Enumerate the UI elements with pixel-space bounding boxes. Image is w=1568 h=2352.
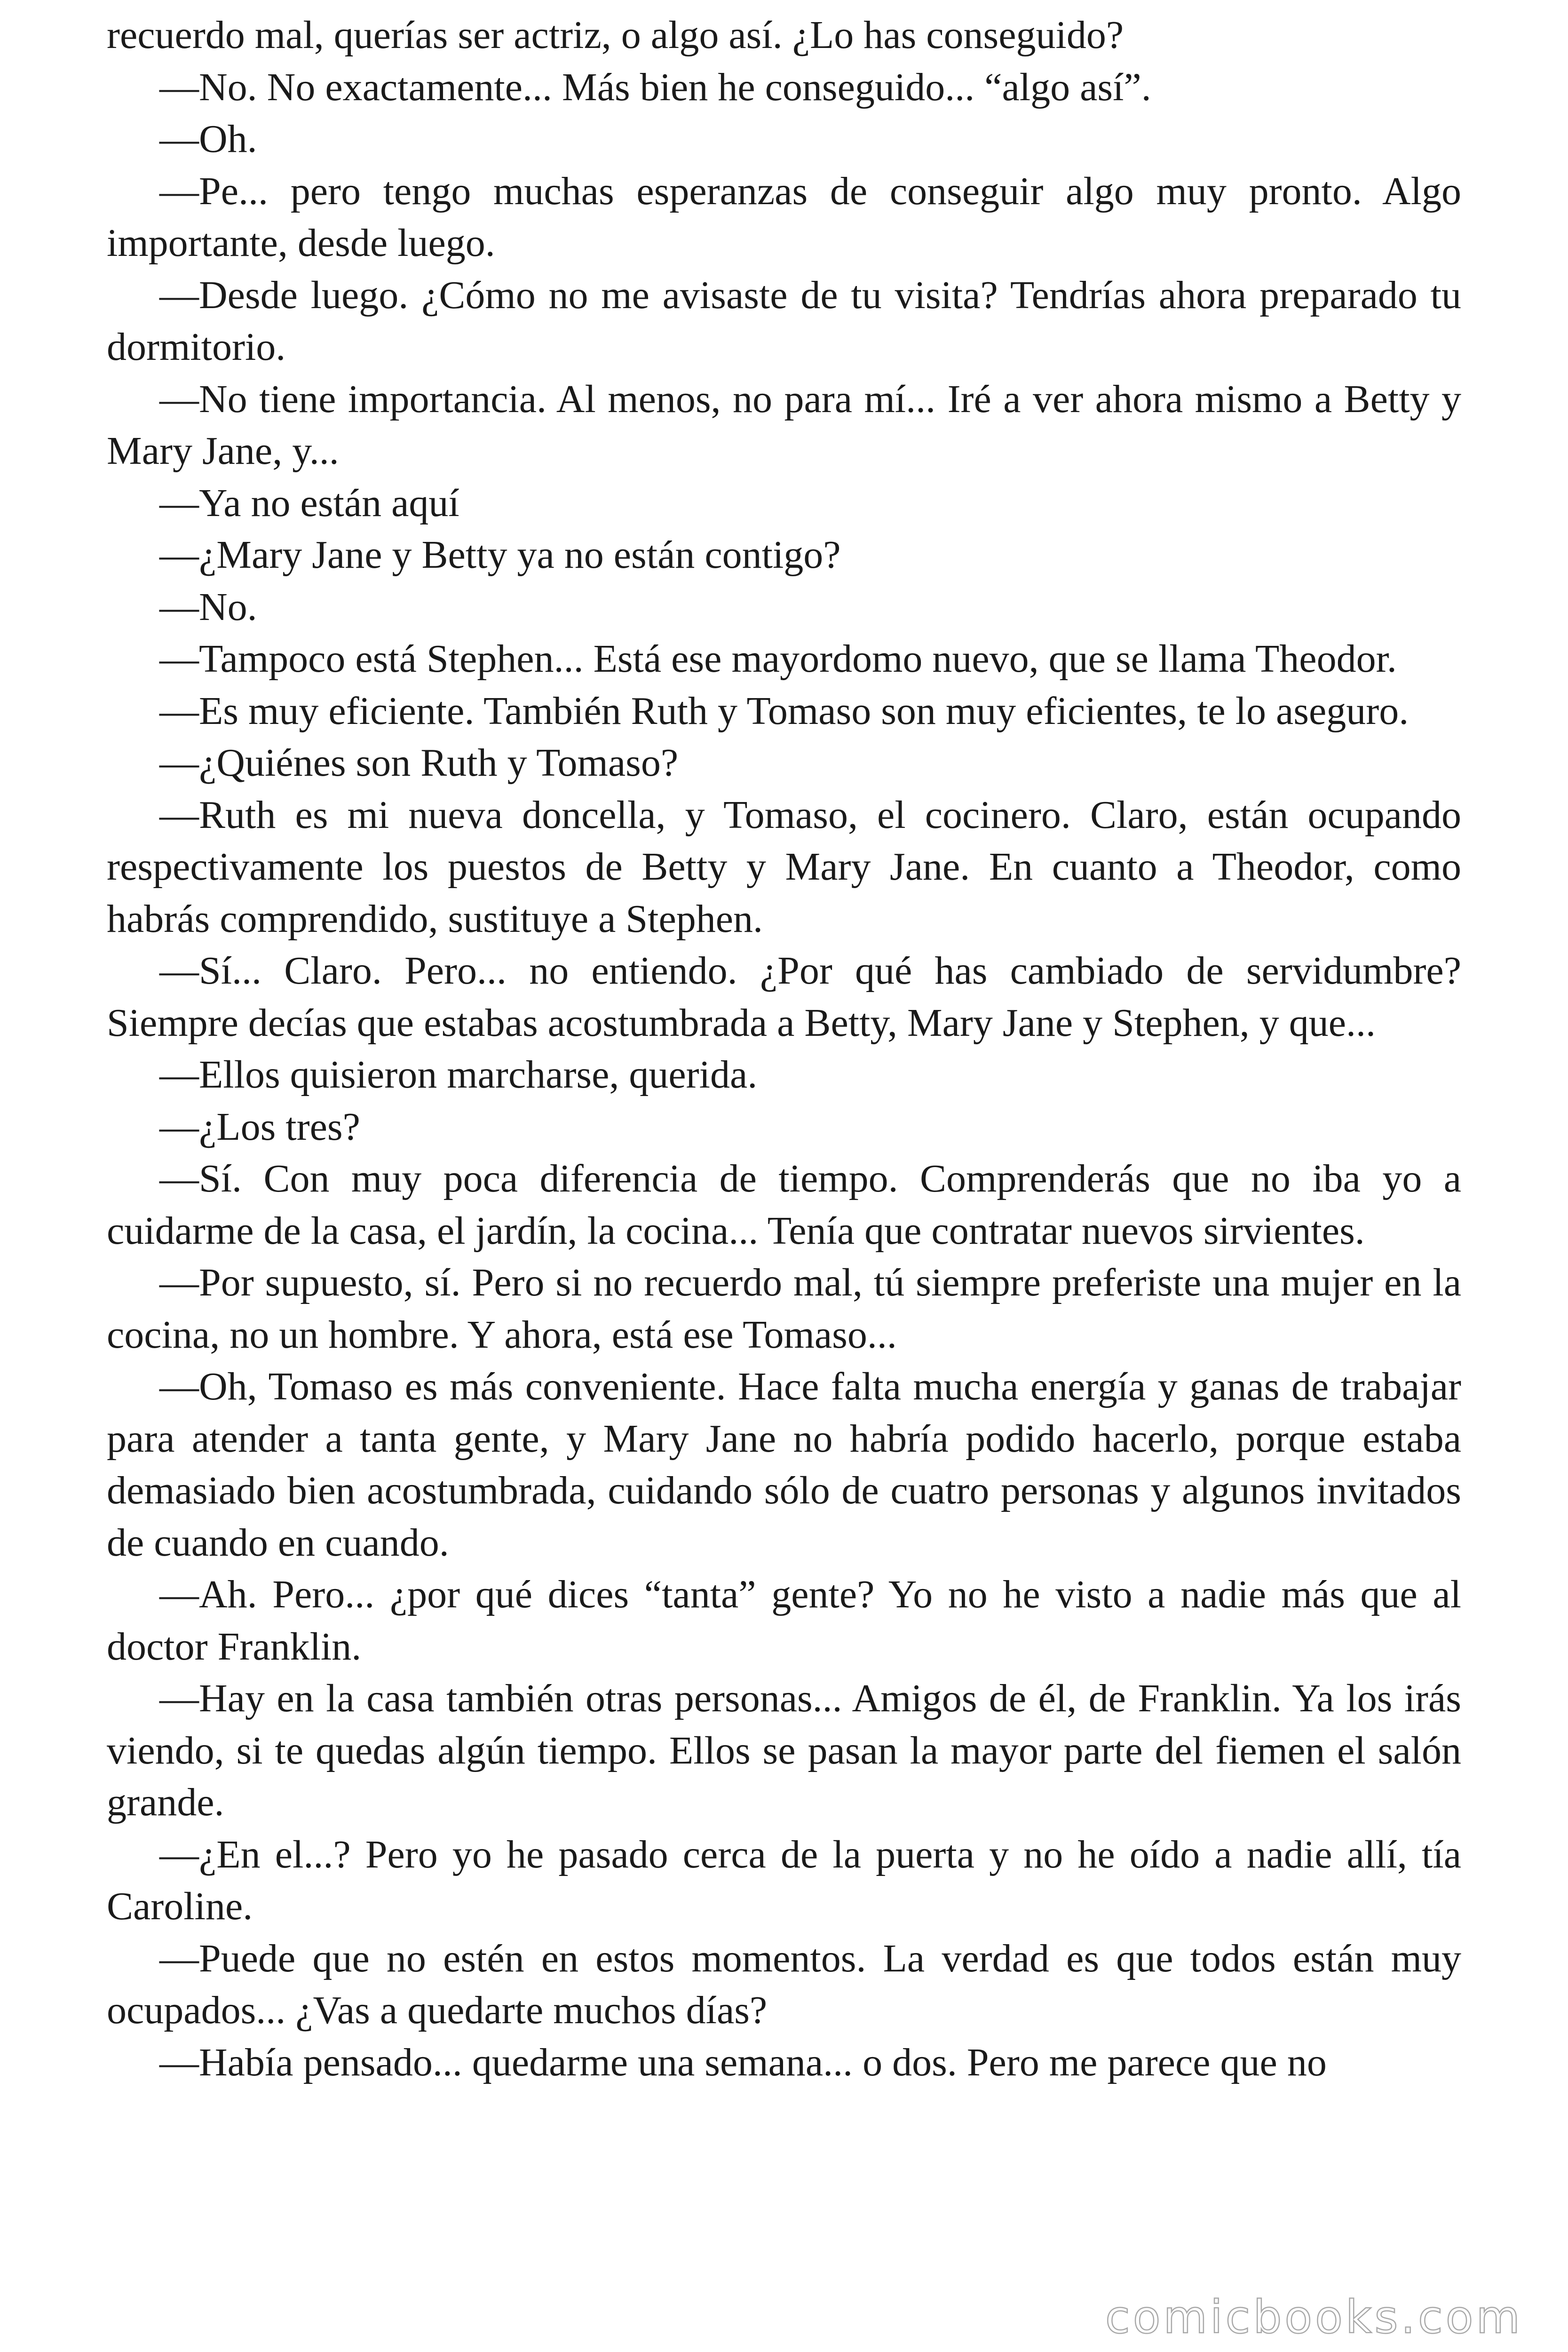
paragraph: —¿En el...? Pero yo he pasado cerca de la puerta y no he oído a nadie allí, tía Caroline. [107,1832,1461,1928]
paragraph: —Puede que no estén en estos momentos. La verdad es que todos están muy ocupados... ¿Vas a quedarte muchos días? [107,1936,1461,2032]
watermark-logo: comicbooks.com [1105,2291,1523,2344]
paragraph: —Tampoco está Stephen... Está ese mayordomo nuevo, que se llama Theodor. [159,637,1397,681]
paragraph: —¿Quiénes son Ruth y Tomaso? [159,741,679,785]
paragraph: —Ellos quisieron marcharse, querida. [159,1053,758,1097]
paragraph: —Oh. [159,117,257,161]
paragraph: recuerdo mal, querías ser actriz, o algo así. ¿Lo has conseguido? [107,13,1124,57]
paragraph: —No tiene importancia. Al menos, no para mí... Iré a ver ahora mismo a Betty y Mary Jane, y... [107,377,1461,473]
paragraph: —Sí. Con muy poca diferencia de tiempo. Comprenderás que no iba yo a cuidarme de la casa, el jardín, la cocina... Tenía que contratar nuevos sirvientes. [107,1157,1461,1253]
paragraph: —No. [159,585,257,629]
paragraph: —Ruth es mi nueva doncella, y Tomaso, el cocinero. Claro, están ocupando respectivamente los puestos de Betty y Mary Jane. En cuanto a Theodor, como habrás comprendido, sustituye a Stephen. [107,793,1461,941]
paragraph: —Oh, Tomaso es más conveniente. Hace falta mucha energía y ganas de trabajar para atender a tanta gente, y Mary Jane no habría podido hacerlo, porque estaba demasiado bien acostumbrada, cuidando sólo de cuatro personas y algunos invitados de cuando en cuando. [107,1365,1461,1565]
paragraph: —¿Mary Jane y Betty ya no están contigo? [159,533,841,577]
paragraph: —Sí... Claro. Pero... no entiendo. ¿Por qué has cambiado de servidumbre? Siempre decías que estabas acostumbrada a Betty, Mary Jane y Stephen, y que... [107,949,1461,1045]
paragraph: —Por supuesto, sí. Pero si no recuerdo mal, tú siempre preferiste una mujer en la cocina, no un hombre. Y ahora, está ese Tomaso... [107,1261,1461,1357]
paragraph: —Había pensado... quedarme una semana... o dos. Pero me parece que no [159,2040,1327,2084]
paragraph: —Ya no están aquí [159,481,459,525]
paragraph: —Es muy eficiente. También Ruth y Tomaso son muy eficientes, te lo aseguro. [159,689,1409,733]
paragraph: —Desde luego. ¿Cómo no me avisaste de tu visita? Tendrías ahora preparado tu dormitorio. [107,273,1461,369]
paragraph: —Ah. Pero... ¿por qué dices “tanta” gente? Yo no he visto a nadie más que al doctor Franklin. [107,1573,1461,1669]
paragraph: —Pe... pero tengo muchas esperanzas de conseguir algo muy pronto. Algo importante, desde luego. [107,169,1461,265]
paragraph: —No. No exactamente... Más bien he conseguido... “algo así”. [159,65,1151,109]
paragraph: —Hay en la casa también otras personas... Amigos de él, de Franklin. Ya los irás viendo, si te quedas algún tiempo. Ellos se pasan la mayor parte del fiemen el salón grande. [107,1677,1461,1824]
paragraph: —¿Los tres? [159,1104,360,1149]
page-body [107,9,1461,2089]
